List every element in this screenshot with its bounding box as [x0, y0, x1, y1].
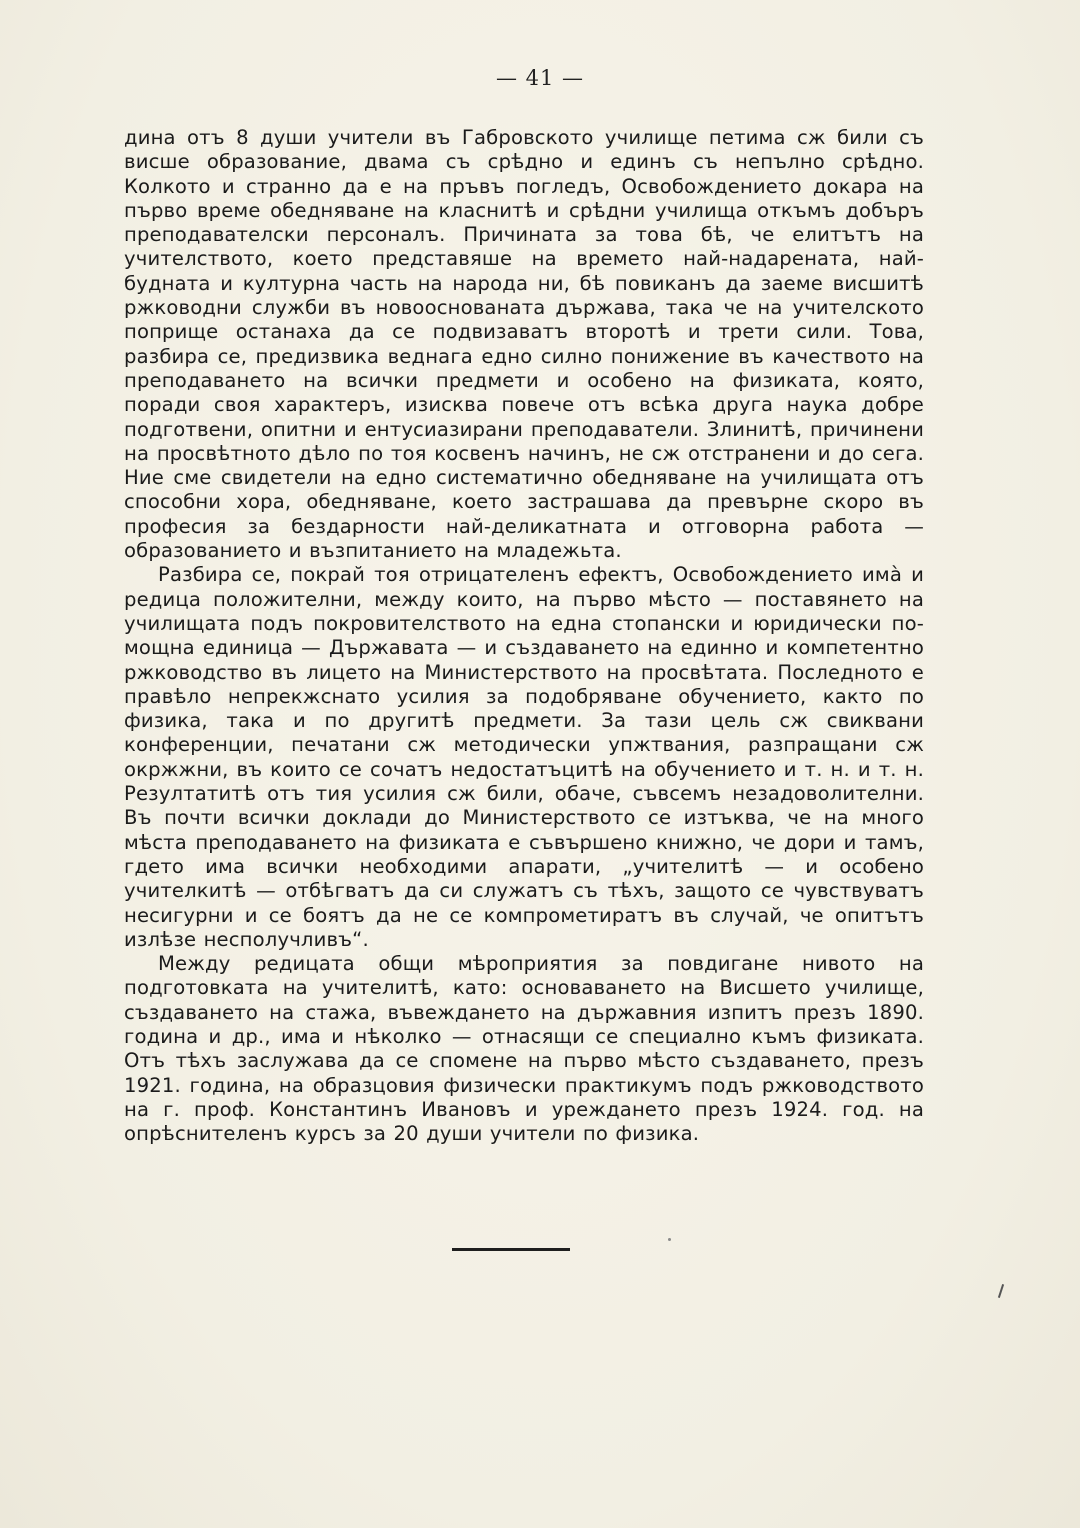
body-text: [124, 126, 924, 1146]
paragraph-3: Между редицата общи мѣроприятия за повдигане нивото на подготовката на учителитѣ, като: основаването на Висшето училище, създаването на стажа, въвеждането на държавния изпитъ презъ 1890. година и др., има и нѣколко — отнасящи се специално къмъ физиката. Отъ тѣхъ заслужава да се спомене на първо мѣсто създаването, презъ 1921. година, на образцовия физически практикумъ подъ ржководството на г. проф. Константинъ Ивановъ и уреждането презъ 1924. год. на опрѣснителенъ курсъ за 20 души учители по физика.: [124, 952, 924, 1146]
page-number: — 41 —: [495, 66, 585, 90]
paragraph-2: Разбира се, покрай тоя отрицателенъ ефектъ, Освобождението имà и редица положителни, между които, на първо мѣсто — поставянето на училищата подъ покровителството на една стопански и юридически по-мощна единица — Държавата — и създаването на единно и компетентно ржководство въ лицето на Министерството на просвѣтата. Последното е правѣло непрекжснато усилия за подобряване обучението, както по физика, така и по другитѣ предмети. За тази цель сж свиквани конференции, печатани сж методически упжтвания, разпращани сж окржжни, въ които се сочатъ недостатъцитѣ на обучението и т. н. и т. н. Резултатитѣ отъ тия усилия сж били, обаче, съвсемъ незадоволителни. Въ почти всички доклади до Министерството се изтъква, че на много мѣста преподаването на физиката е съвършено книжно, че дори и тамъ, гдето има всички необходими апарати, „учителитѣ — и особено учителкитѣ — отбѣгватъ да си служатъ съ тѣхъ, защото се чувствуватъ несигурни и се боятъ да не се компрометиратъ въ случай, че опитътъ излѣзе несполучливъ“.: [124, 563, 924, 951]
paragraph-1: дина отъ 8 души учители въ Габровското училище петима сж били съ висше образование, двама съ срѣдно и единъ съ непълно срѣдно. Колкото и странно да е на пръвъ погледъ, Освобождението докара на първо време обедняване на класнитѣ и срѣдни училища откъмъ добъръ преподавателски персоналъ. Причината за това бѣ, че елитътъ на учителството, което представяше на времето най-надарената, най-будната и културна часть на народа ни, бѣ повиканъ да заеме висшитѣ ржководни служби въ новооснованата държава, така че на учителското поприще останаха да се подвизаватъ второтѣ и трети сили. Това, разбира се, предизвика веднага едно силно понижение въ качеството на преподаването на всички предмети и особено на физиката, която, поради своя характеръ, изисква повече отъ всѣка друга наука добре подготвени, опитни и ентусиазирани преподаватели. Злинитѣ, причинени на просвѣтното дѣло по тоя косвенъ начинъ, не сж отстранени и до сега. Ние сме свидетели на едно систематично обедняване на училищата отъ способни хора, обедняване, което застрашава да превърне скоро въ професия за бездарности най-деликатната и отговорна работа — образованието и възпитанието на младежьта.: [124, 126, 924, 563]
pencil-mark: [998, 1284, 1004, 1298]
end-rule: [452, 1248, 570, 1251]
ink-speck: [668, 1238, 671, 1241]
